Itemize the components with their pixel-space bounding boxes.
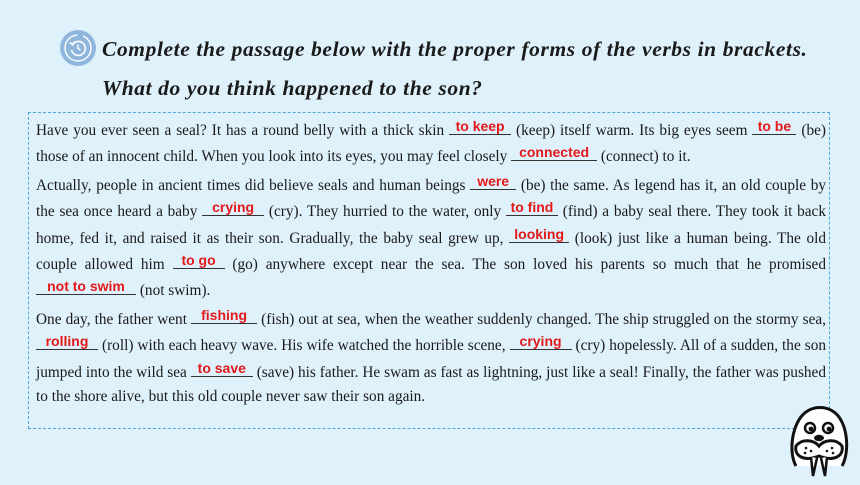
answer-text: rolling [45, 333, 89, 350]
answer-blank [752, 117, 796, 135]
answer-text: to be [757, 118, 792, 134]
passage-text: (cry) hopelessly. All of a sudden, the son jumped into the wild sea [36, 337, 826, 381]
refresh-icon [60, 30, 96, 66]
paragraph-1 [36, 117, 826, 170]
paragraph-3 [36, 306, 826, 409]
passage-text: (connect) to it. [597, 148, 691, 166]
passage-text: (be) the same. As legend has it, an old couple by the sea once heard a baby [36, 177, 826, 221]
paragraph-2 [36, 172, 826, 303]
answer-text: connected [519, 144, 590, 161]
answer-text: fishing [201, 307, 247, 324]
answer-text: looking [514, 225, 565, 242]
passage-text: (cry). They hurried to the water, only [264, 203, 506, 221]
walrus-icon [786, 402, 852, 480]
answer-blank [510, 332, 572, 350]
passage [36, 117, 826, 412]
answer-text: were [477, 173, 510, 190]
passage-text: (save) his father. He swam as fast as lightning, just like a seal! Finally, the father was pushed to the shore alive, but this old couple never saw their son again. [36, 363, 826, 405]
passage-text: One day, the father went [36, 311, 192, 329]
answer-blank [36, 277, 136, 295]
answer-blank [506, 198, 558, 216]
answer-text: crying [212, 199, 255, 216]
passage-text: (not swim). [136, 282, 211, 300]
passage-text: (fish) out at sea, when the weather suddenly changed. The ship struggled on the stormy sea, [257, 311, 826, 329]
passage-text: (look) just like a human being. The old couple allowed him [36, 229, 826, 273]
answer-text: to find [510, 199, 554, 216]
answer-text: crying [519, 333, 562, 350]
answer-blank [509, 225, 569, 243]
page-title: Complete the passage below with the proper forms of the verbs in brackets. What do you think happened to the son? [102, 37, 808, 100]
answer-blank [202, 198, 264, 216]
answer-text: to go [181, 251, 216, 268]
answer-blank [511, 143, 597, 161]
passage-text: (keep) itself warm. Its big eyes seem [511, 122, 753, 139]
answer-blank [470, 172, 516, 190]
passage-text: (find) a baby seal there. They took it back home, fed it, and raised it as their son. Gradually, the baby seal grew up, [36, 203, 826, 247]
answer-blank [191, 306, 257, 324]
passage-text: (roll) with each heavy wave. His wife watched the horrible scene, [98, 337, 510, 355]
answer-text: to save [197, 359, 246, 376]
answer-text: not to swim [47, 278, 125, 295]
answer-text: to keep [455, 118, 505, 134]
answer-blank [449, 117, 511, 135]
passage-text: (be) those of an innocent child. When you look into its eyes, you may feel closely [36, 122, 826, 166]
answer-blank [191, 359, 253, 377]
passage-text: Actually, people in ancient times did believe seals and human beings [36, 177, 471, 195]
passage-text: (go) anywhere except near the sea. The son loved his parents so much that he promised [224, 255, 826, 273]
passage-text: Have you ever seen a seal? It has a round belly with a thick skin [36, 122, 450, 139]
answer-blank [36, 332, 98, 350]
answer-blank [173, 251, 225, 269]
